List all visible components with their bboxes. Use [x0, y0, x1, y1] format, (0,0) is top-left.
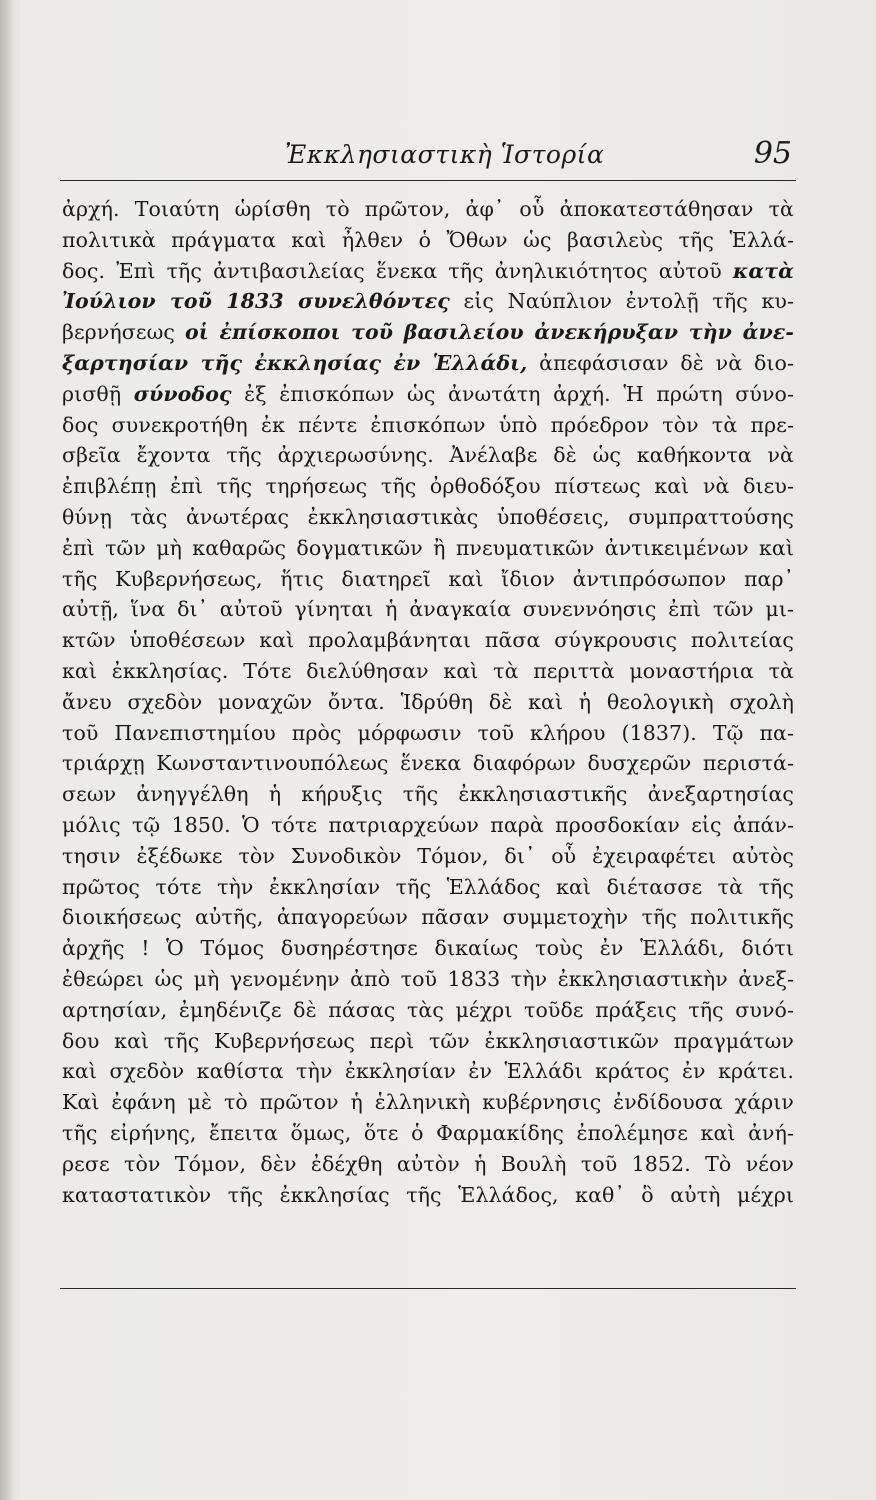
- text-line: [62, 779, 794, 810]
- text-line: [62, 1118, 794, 1149]
- line-text: εἰς Ναύπλιον ἐντολῇ τῆς κυ-: [449, 289, 794, 314]
- line-text: Καὶ ἐφάνη μὲ τὸ πρῶτον ἡ ἑλληνικὴ κυβέρνησις ἐνδίδουσα χάριν: [62, 1090, 794, 1115]
- body-text: [62, 194, 794, 1210]
- text-line: [62, 718, 794, 749]
- emphasis-text: οἱ ἐπίσκοποι τοῦ βασιλείου ἀνεκήρυξαν τὴν ἀνε-: [185, 320, 794, 345]
- spine-shadow: [0, 0, 14, 1500]
- emphasis-text: Ἰούλιον τοῦ 1833 συνελθόντες: [62, 289, 450, 314]
- text-line: [62, 410, 794, 441]
- line-text: ἐπιβλέπῃ ἐπὶ τῆς τηρήσεως τῆς ὀρθοδόξου πίστεως καὶ νὰ διευ-: [62, 474, 794, 499]
- text-line: [62, 564, 794, 595]
- line-text: ἀρχῆς ! Ὁ Τόμος δυσηρέστησε δικαίως τοὺς ἐν Ἑλλάδι, διότι: [62, 936, 794, 961]
- line-text: ἐθεώρει ὡς μὴ γενομένην ἀπὸ τοῦ 1833 τὴν ἐκκλησιαστικὴν ἀνεξ-: [62, 966, 794, 991]
- text-line: [62, 348, 794, 379]
- line-text: ἄνευ σχεδὸν μοναχῶν ὄντα. Ἱδρύθη δὲ καὶ ἡ θεολογικὴ σχολὴ: [62, 689, 794, 714]
- running-title: Ἐκκλησιαστικὴ Ἱστορία: [285, 140, 605, 169]
- line-text: ἐπὶ τῶν μὴ καθαρῶς δογματικῶν ἢ πνευματικῶν ἀντικειμένων καὶ: [62, 535, 794, 560]
- text-line: [62, 687, 794, 718]
- text-line: [62, 1087, 794, 1118]
- text-line: [62, 502, 794, 533]
- text-line: [62, 471, 794, 502]
- text-line: [62, 841, 794, 872]
- line-text: κτῶν ὑποθέσεων καὶ προλαμβάνηται πᾶσα σύγκρουσις πολιτείας: [62, 628, 794, 653]
- text-line: [62, 995, 794, 1026]
- line-text: αὐτῇ, ἵνα δι᾽ αὐτοῦ γίνηται ἡ ἀναγκαία συνεννόησις ἐπὶ τῶν μι-: [62, 597, 794, 622]
- text-line: [62, 1056, 794, 1087]
- text-line: [62, 440, 794, 471]
- text-line: [62, 1180, 794, 1211]
- page-number: 95: [753, 136, 792, 171]
- running-head: [60, 134, 796, 174]
- line-text: μόλις τῷ 1850. Ὁ τότε πατριαρχεύων παρὰ προσδοκίαν εἰς ἀπάν-: [62, 812, 794, 837]
- text-line: [62, 317, 794, 348]
- text-line: [62, 225, 794, 256]
- text-line: [62, 964, 794, 995]
- line-text: ἀπεφάσισαν δὲ νὰ διο-: [527, 350, 794, 375]
- text-line: [62, 656, 794, 687]
- line-text: καὶ ἐκκλησίας. Τότε διελύθησαν καὶ τὰ περιττὰ μοναστήρια τὰ: [62, 658, 794, 683]
- line-text: σβεῖα ἔχοντα τῆς ἀρχιερωσύνης. Ἀνέλαβε δὲ ὡς καθήκοντα νὰ: [62, 443, 794, 468]
- emphasis-text: ξαρτησίαν τῆς ἐκκλησίας ἐν Ἑλλάδι,: [62, 350, 528, 375]
- text-line: [62, 872, 794, 903]
- line-text: αρτησίαν, ἐμηδένιζε δὲ πάσας τὰς μέχρι τοῦδε πράξεις τῆς συνό-: [62, 997, 794, 1022]
- line-text: καὶ σχεδὸν καθίστα τὴν ἐκκλησίαν ἐν Ἑλλάδι κράτος ἐν κράτει.: [62, 1059, 794, 1084]
- text-line: [62, 594, 794, 625]
- text-line: [62, 286, 794, 317]
- line-text: ρισθῇ: [62, 381, 134, 406]
- text-line: [62, 379, 794, 410]
- line-text: τῆς Κυβερνήσεως, ἥτις διατηρεῖ καὶ ἴδιον ἀντιπρόσωπον παρ᾽: [62, 566, 794, 591]
- text-line: [62, 625, 794, 656]
- line-text: βερνήσεως: [62, 320, 186, 345]
- line-text: τῆς εἰρήνης, ἔπειτα ὅμως, ὅτε ὁ Φαρμακίδης ἐπολέμησε καὶ ἀνή-: [62, 1120, 794, 1145]
- text-line: [62, 256, 794, 287]
- text-line: [62, 748, 794, 779]
- line-text: ρεσε τὸν Τόμον, δὲν ἐδέχθη αὐτὸν ἡ Βουλὴ τοῦ 1852. Τὸ νέον: [62, 1151, 794, 1176]
- emphasis-text: σύνοδος: [133, 381, 232, 406]
- footer-rule: [60, 1288, 796, 1289]
- text-line: [62, 810, 794, 841]
- text-line: [62, 194, 794, 225]
- text-line: [62, 533, 794, 564]
- line-text: θύνῃ τὰς ἀνωτέρας ἐκκλησιαστικὰς ὑποθέσεις, συμπραττούσης: [62, 504, 794, 529]
- line-text: καταστατικὸν τῆς ἐκκλησίας τῆς Ἑλλάδος, καθ᾽ ὃ αὐτὴ μέχρι: [62, 1182, 794, 1207]
- line-text: τοῦ Πανεπιστημίου πρὸς μόρφωσιν τοῦ κλήρου (1837). Τῷ πα-: [62, 720, 794, 745]
- emphasis-text: κατὰ: [732, 258, 794, 283]
- text-line: [62, 1026, 794, 1057]
- text-line: [62, 902, 794, 933]
- line-text: τησιν ἐξέδωκε τὸν Συνοδικὸν Τόμον, δι᾽ οὗ ἐχειραφέτει αὐτὸς: [62, 843, 794, 868]
- line-text: δος. Ἐπὶ τῆς ἀντιβασιλείας ἕνεκα τῆς ἀνηλικιότητος αὐτοῦ: [62, 258, 733, 283]
- text-line: [62, 933, 794, 964]
- line-text: ἐξ ἐπισκόπων ὡς ἀνωτάτη ἀρχή. Ἡ πρώτη σύνο-: [231, 381, 794, 406]
- line-text: δος συνεκροτήθη ἐκ πέντε ἐπισκόπων ὑπὸ πρόεδρον τὸν τὰ πρε-: [62, 412, 794, 437]
- line-text: διοικήσεως αὐτῆς, ἀπαγορεύων πᾶσαν συμμετοχὴν τῆς πολιτικῆς: [62, 905, 794, 930]
- header-rule: [60, 180, 796, 181]
- text-line: [62, 1149, 794, 1180]
- line-text: πολιτικὰ πράγματα καὶ ἦλθεν ὁ Ὄθων ὡς βασιλεὺς τῆς Ἑλλά-: [62, 227, 794, 252]
- line-text: ἀρχή. Τοιαύτη ὡρίσθη τὸ πρῶτον, ἀφ᾽ οὗ ἀποκατεστάθησαν τὰ: [62, 197, 794, 221]
- line-text: τριάρχῃ Κωνσταντινουπόλεως ἕνεκα διαφόρων δυσχερῶν περιστά-: [62, 751, 794, 776]
- line-text: δου καὶ τῆς Κυβερνήσεως περὶ τῶν ἐκκλησιαστικῶν πραγμάτων: [62, 1028, 794, 1053]
- line-text: πρῶτος τότε τὴν ἐκκλησίαν τῆς Ἑλλάδος καὶ διέτασσε τὰ τῆς: [62, 874, 794, 899]
- line-text: σεων ἀνηγγέλθη ἡ κήρυξις τῆς ἐκκλησιαστικῆς ἀνεξαρτησίας: [62, 782, 794, 807]
